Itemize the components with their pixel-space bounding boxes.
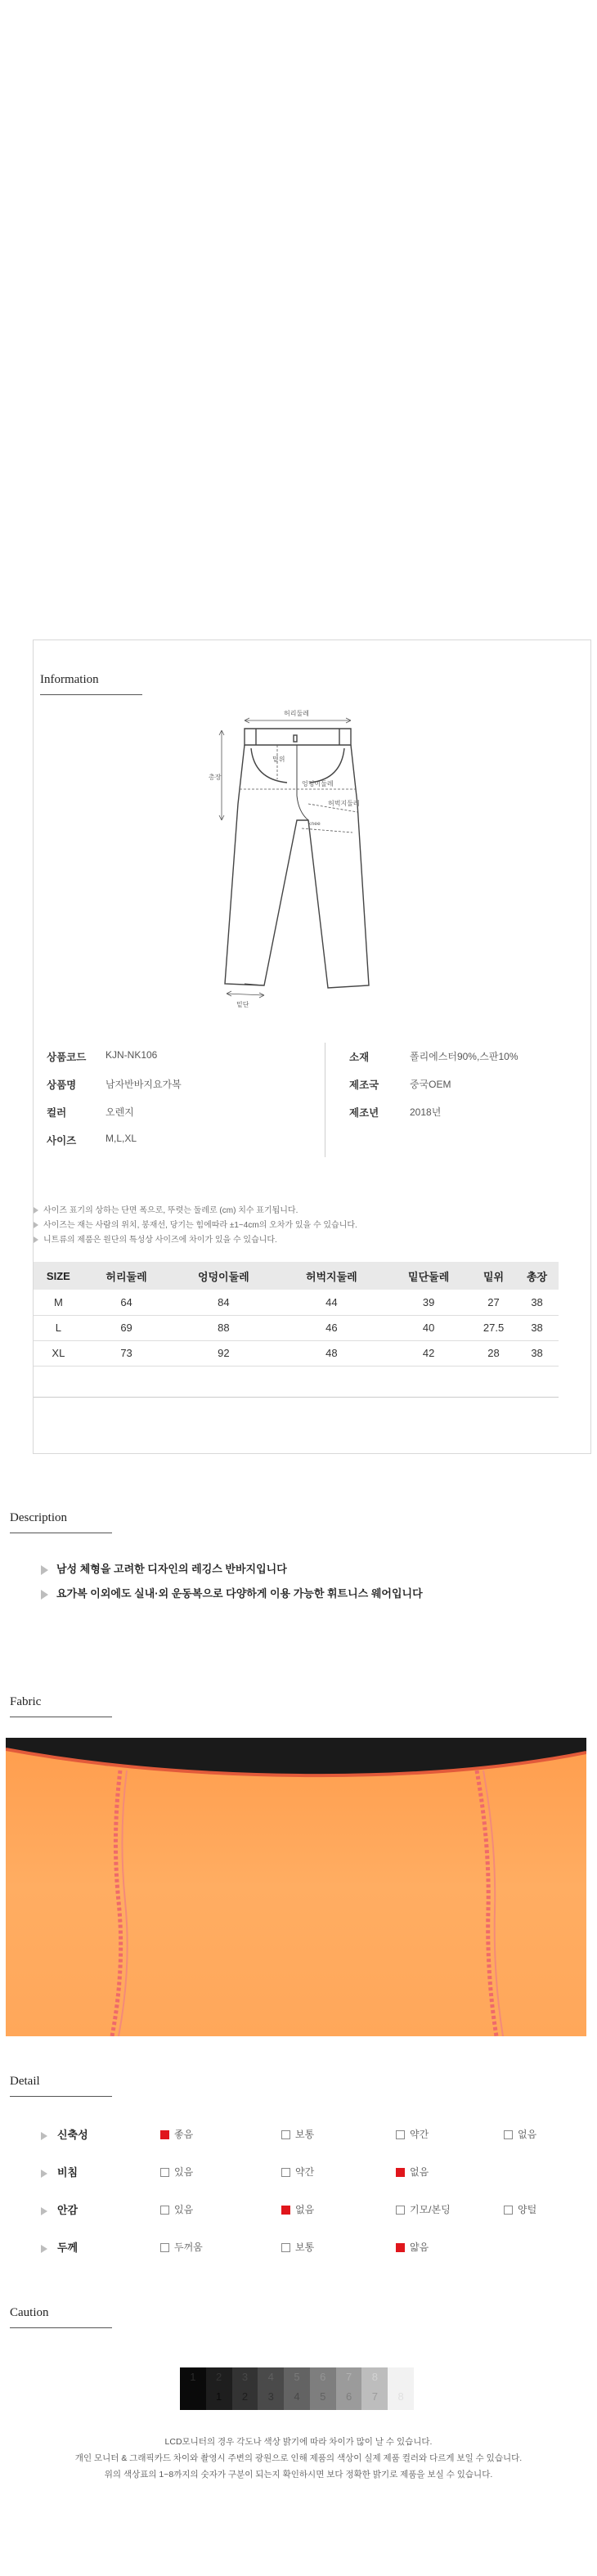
triangle-icon [41,1565,48,1575]
checkbox-checked [160,2130,169,2139]
checkbox [396,2206,405,2215]
table-cell: 46 [277,1315,385,1340]
caution-line: 개인 모니터 & 그래픽카드 차이와 촬영시 주변의 광원으로 인해 제품의 색상이 실제 제품 컬러와 다르게 보일 수 있습니다. [74,2453,523,2463]
swatch-cell: 8 [388,2367,414,2410]
section-title-description: Description [10,1511,67,1524]
description-item: 요가복 이외에도 실내·외 운동복으로 다양하게 이용 가능한 휘트니스 웨어입니다 [41,1585,423,1600]
title-underline [10,2327,112,2328]
checkbox-checked [396,2168,405,2177]
section-title-caution: Caution [10,2306,49,2319]
option-elasticity-none: 없음 [504,2127,536,2141]
table-cell: 39 [385,1290,472,1315]
table-header: 총장 [515,1262,559,1290]
spec-value-material: 폴리에스터90%,스판10% [410,1051,518,1062]
spec-label-color: 컬러 [47,1107,67,1119]
table-header: 허리둘레 [83,1262,170,1290]
swatch-cell: 3 2 [232,2367,258,2410]
swatch-cell: 4 3 [258,2367,284,2410]
table-cell: L [34,1315,83,1340]
option-thickness-thin: 얇음 [396,2240,429,2254]
table-cell: XL [34,1340,83,1366]
title-underline [10,2096,112,2097]
option-lining-brushed: 기모/본딩 [396,2202,451,2216]
table-cell: 27.5 [472,1315,515,1340]
label-knee: knee [308,821,321,827]
checkbox [160,2243,169,2252]
spec-value-color: 오렌지 [105,1106,134,1118]
swatch-cell: 2 1 [206,2367,232,2410]
checkbox [281,2243,290,2252]
table-header: SIZE [34,1262,83,1290]
option-lining-none: 없음 [281,2202,314,2216]
spec-value-code: KJN-NK106 [105,1049,158,1061]
table-cell: 38 [515,1315,559,1340]
table-cell: 88 [169,1315,277,1340]
brightness-swatch [180,2367,414,2410]
information-section [33,640,591,1454]
triangle-icon [34,1222,38,1228]
triangle-icon [41,2245,47,2253]
description-item: 남성 체형을 고려한 디자인의 레깅스 반바지입니다 [41,1560,287,1576]
spec-label-country: 제조국 [349,1079,379,1091]
checkbox-checked [281,2206,290,2215]
checkbox [160,2206,169,2215]
table-cell: 44 [277,1290,385,1315]
table-cell: 64 [83,1290,170,1315]
table-row [34,1315,559,1340]
table-row [34,1340,559,1366]
option-thickness-normal: 보통 [281,2240,314,2254]
triangle-icon [41,1590,48,1600]
spec-label-material: 소재 [349,1052,370,1063]
option-lining-yes: 있음 [160,2202,193,2216]
size-note: 니트류의 제품은 원단의 특성상 사이즈에 차이가 있을 수 있습니다. [34,1232,277,1245]
swatch-cell: 5 4 [284,2367,310,2410]
checkbox [396,2130,405,2139]
table-cell: 40 [385,1315,472,1340]
size-table [34,1262,559,1367]
swatch-cell: 8 7 [361,2367,388,2410]
checkbox [281,2130,290,2139]
size-note: 사이즈 표기의 상하는 단면 폭으로, 뚜렷는 둘레로 (cm) 치수 표기됩니다. [34,1203,298,1215]
title-underline [40,694,142,695]
table-cell: 28 [472,1340,515,1366]
triangle-icon [34,1207,38,1214]
spec-value-year: 2018년 [410,1106,442,1118]
option-thickness-thick: 두꺼움 [160,2240,203,2254]
table-cell: M [34,1290,83,1315]
table-cell: 27 [472,1290,515,1315]
table-header: 엉덩이둘레 [169,1262,277,1290]
label-thigh: 허벅지둘레 [328,800,360,807]
table-row [34,1290,559,1315]
swatch-cell: 7 6 [336,2367,362,2410]
detail-label-lining: 안감 [41,2201,78,2217]
label-length: 총장 [209,774,222,781]
table-header: 밑단둘레 [385,1262,472,1290]
section-title-fabric: Fabric [10,1695,42,1708]
label-waist: 허리둘레 [284,710,309,717]
table-header: 허벅지둘레 [277,1262,385,1290]
table-header: 밑위 [472,1262,515,1290]
spec-label-year: 제조년 [349,1107,379,1119]
checkbox [160,2168,169,2177]
label-hip: 엉덩이둘레 [302,780,334,788]
triangle-icon [41,2132,47,2140]
option-elasticity-normal: 보통 [281,2127,314,2141]
spec-label-name: 상품명 [47,1079,77,1091]
table-cell: 73 [83,1340,170,1366]
option-elasticity-good: 좋음 [160,2127,193,2141]
table-cell: 84 [169,1290,277,1315]
checkbox-checked [396,2243,405,2252]
fabric-closeup-image [6,1738,586,2036]
swatch-cell: 1 [180,2367,206,2410]
checkbox [504,2130,513,2139]
triangle-icon [41,2207,47,2215]
spec-value-name: 남자반바지요가복 [105,1079,182,1090]
caution-line: LCD모니터의 경우 각도나 색상 밝기에 따라 차이가 많이 날 수 있습니다. [164,2437,433,2447]
pants-size-diagram [205,698,418,1016]
checkbox [504,2206,513,2215]
option-seethrough-none: 없음 [396,2165,429,2179]
section-title-information: Information [40,673,99,686]
option-lining-fleece: 양털 [504,2202,536,2216]
table-cell: 92 [169,1340,277,1366]
option-elasticity-slight: 약간 [396,2127,429,2141]
label-rise: 밑위 [272,756,285,763]
table-cell: 38 [515,1340,559,1366]
table-cell: 69 [83,1315,170,1340]
spec-label-code: 상품코드 [47,1052,87,1063]
caution-line: 위의 색상표의 1~8까지의 숫자가 구분이 되는지 확인하시면 보다 정확한 밝기로 제품을 보실 수 있습니다. [104,2470,493,2480]
spec-value-country: 중국OEM [410,1079,451,1090]
detail-label-thickness: 두께 [41,2239,78,2255]
swatch-cell: 6 5 [310,2367,336,2410]
label-hem: 밑단 [236,1001,249,1008]
option-seethrough-slight: 약간 [281,2165,314,2179]
table-cell: 42 [385,1340,472,1366]
size-note: 사이즈는 재는 사람의 위치, 봉재선, 당기는 힘에따라 ±1~4cm의 오차가 있을 수 있습니다. [34,1218,357,1230]
spec-label-size: 사이즈 [47,1135,77,1147]
spec-value-size: M,L,XL [105,1133,137,1144]
detail-label-seethrough: 비침 [41,2164,78,2179]
triangle-icon [34,1236,38,1243]
detail-label-elasticity: 신축성 [41,2126,88,2142]
table-cell: 38 [515,1290,559,1315]
table-header-row [34,1262,559,1290]
table-cell: 48 [277,1340,385,1366]
checkbox [281,2168,290,2177]
triangle-icon [41,2170,47,2178]
option-seethrough-yes: 있음 [160,2165,193,2179]
section-title-detail: Detail [10,2075,40,2088]
divider [34,1397,559,1398]
